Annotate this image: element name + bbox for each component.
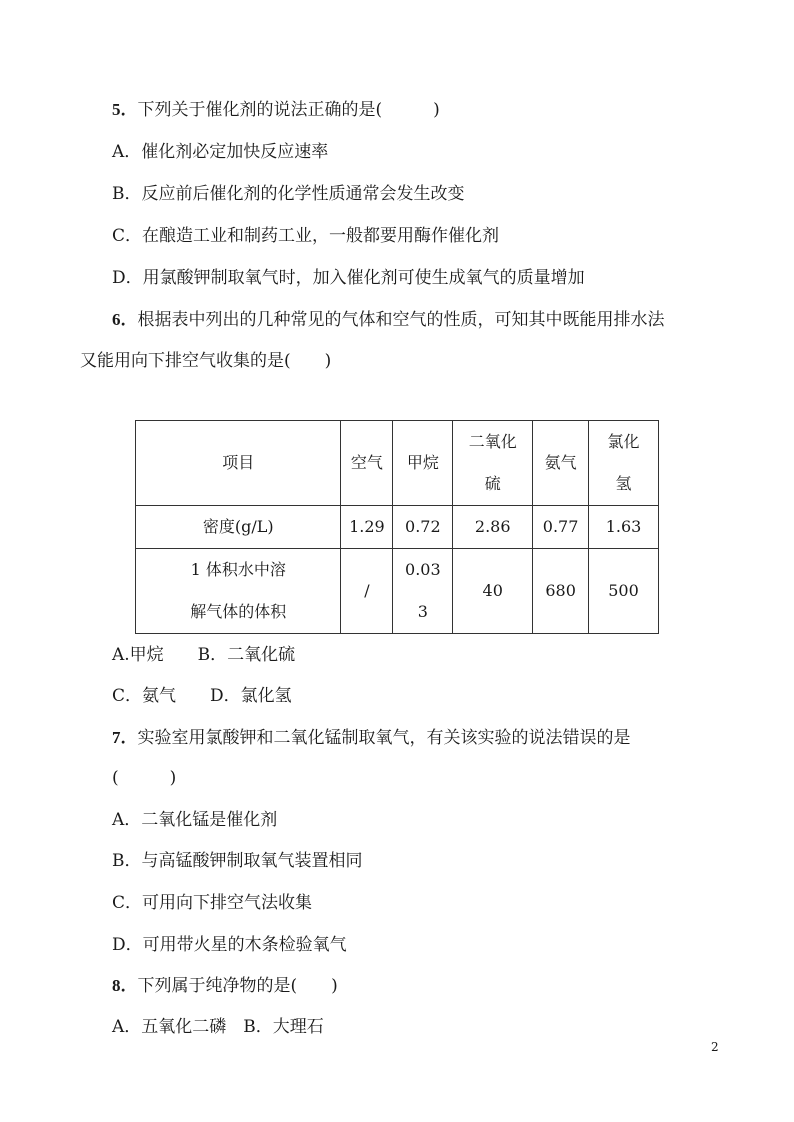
density-hcl: 1.63 xyxy=(589,506,659,549)
solubility-nh3: 680 xyxy=(533,549,589,634)
solubility-label-line1: 1 体积水中溶 xyxy=(190,560,286,579)
solubility-hcl: 500 xyxy=(589,549,659,634)
header-hcl-line2: 氢 xyxy=(615,474,632,493)
q8-options-line1: A．五氧化二磷 B．大理石 xyxy=(112,1017,324,1037)
solubility-label xyxy=(136,549,341,634)
question-5-stem: 下列关于催化剂的说法正确的是( ) xyxy=(137,100,440,120)
question-6-stem-line2: 又能用向下排空气收集的是( ) xyxy=(80,351,332,371)
header-hcl-line1: 氯化 xyxy=(607,432,640,451)
solubility-label-line2: 解气体的体积 xyxy=(190,602,287,621)
question-7-stem-line2: ( ) xyxy=(112,768,177,788)
density-so2: 2.86 xyxy=(453,506,533,549)
solubility-methane-line1: 0.03 xyxy=(405,560,441,579)
header-nh3: 氨气 xyxy=(533,421,589,506)
q5-option-d: D．用氯酸钾制取氧气时，加入催化剂可使生成氧气的质量增加 xyxy=(112,268,585,288)
density-methane: 0.72 xyxy=(393,506,453,549)
question-6-stem-line1: 根据表中列出的几种常见的气体和空气的性质，可知其中既能用排水法 xyxy=(137,310,665,330)
header-item: 项目 xyxy=(136,421,341,506)
density-air: 1.29 xyxy=(341,506,393,549)
question-6 xyxy=(112,309,665,331)
q6-options-line1: A.甲烷 B．二氧化硫 xyxy=(112,645,296,665)
table-header-row xyxy=(136,421,659,506)
q7-option-d: D．可用带火星的木条检验氧气 xyxy=(112,935,347,955)
q7-option-b: B．与高锰酸钾制取氧气装置相同 xyxy=(112,851,363,871)
header-so2 xyxy=(453,421,533,506)
question-8-number: 8． xyxy=(112,976,138,995)
question-7-number: 7． xyxy=(112,728,138,747)
header-so2-line2: 硫 xyxy=(484,474,501,493)
header-hcl xyxy=(589,421,659,506)
header-air: 空气 xyxy=(341,421,393,506)
q6-options-line2: C．氨气 D．氯化氢 xyxy=(112,686,292,706)
q7-option-c: C．可用向下排空气法收集 xyxy=(112,893,313,913)
question-5-number: 5． xyxy=(112,100,138,119)
q5-option-a: A．催化剂必定加快反应速率 xyxy=(112,142,329,162)
page-number: 2 xyxy=(711,1040,719,1054)
question-7 xyxy=(112,727,631,749)
density-label: 密度(g/L) xyxy=(136,506,341,549)
q5-option-b: B．反应前后催化剂的化学性质通常会发生改变 xyxy=(112,184,465,204)
table-row-density xyxy=(136,506,659,549)
gas-properties-table xyxy=(135,420,659,634)
question-7-stem-line1: 实验室用氯酸钾和二氧化锰制取氧气，有关该实验的说法错误的是 xyxy=(137,728,631,748)
question-5 xyxy=(112,99,440,121)
density-nh3: 0.77 xyxy=(533,506,589,549)
solubility-air: / xyxy=(341,549,393,634)
table-row-solubility xyxy=(136,549,659,634)
solubility-so2: 40 xyxy=(453,549,533,634)
header-so2-line1: 二氧化 xyxy=(468,432,517,451)
solubility-methane-line2: 3 xyxy=(417,602,428,621)
question-6-number: 6． xyxy=(112,310,138,329)
header-methane: 甲烷 xyxy=(393,421,453,506)
q7-option-a: A．二氧化锰是催化剂 xyxy=(112,810,278,830)
solubility-methane xyxy=(393,549,453,634)
question-8-stem: 下列属于纯净物的是( ) xyxy=(137,976,338,996)
question-8 xyxy=(112,975,338,997)
q5-option-c: C．在酿造工业和制药工业，一般都要用酶作催化剂 xyxy=(112,226,500,246)
